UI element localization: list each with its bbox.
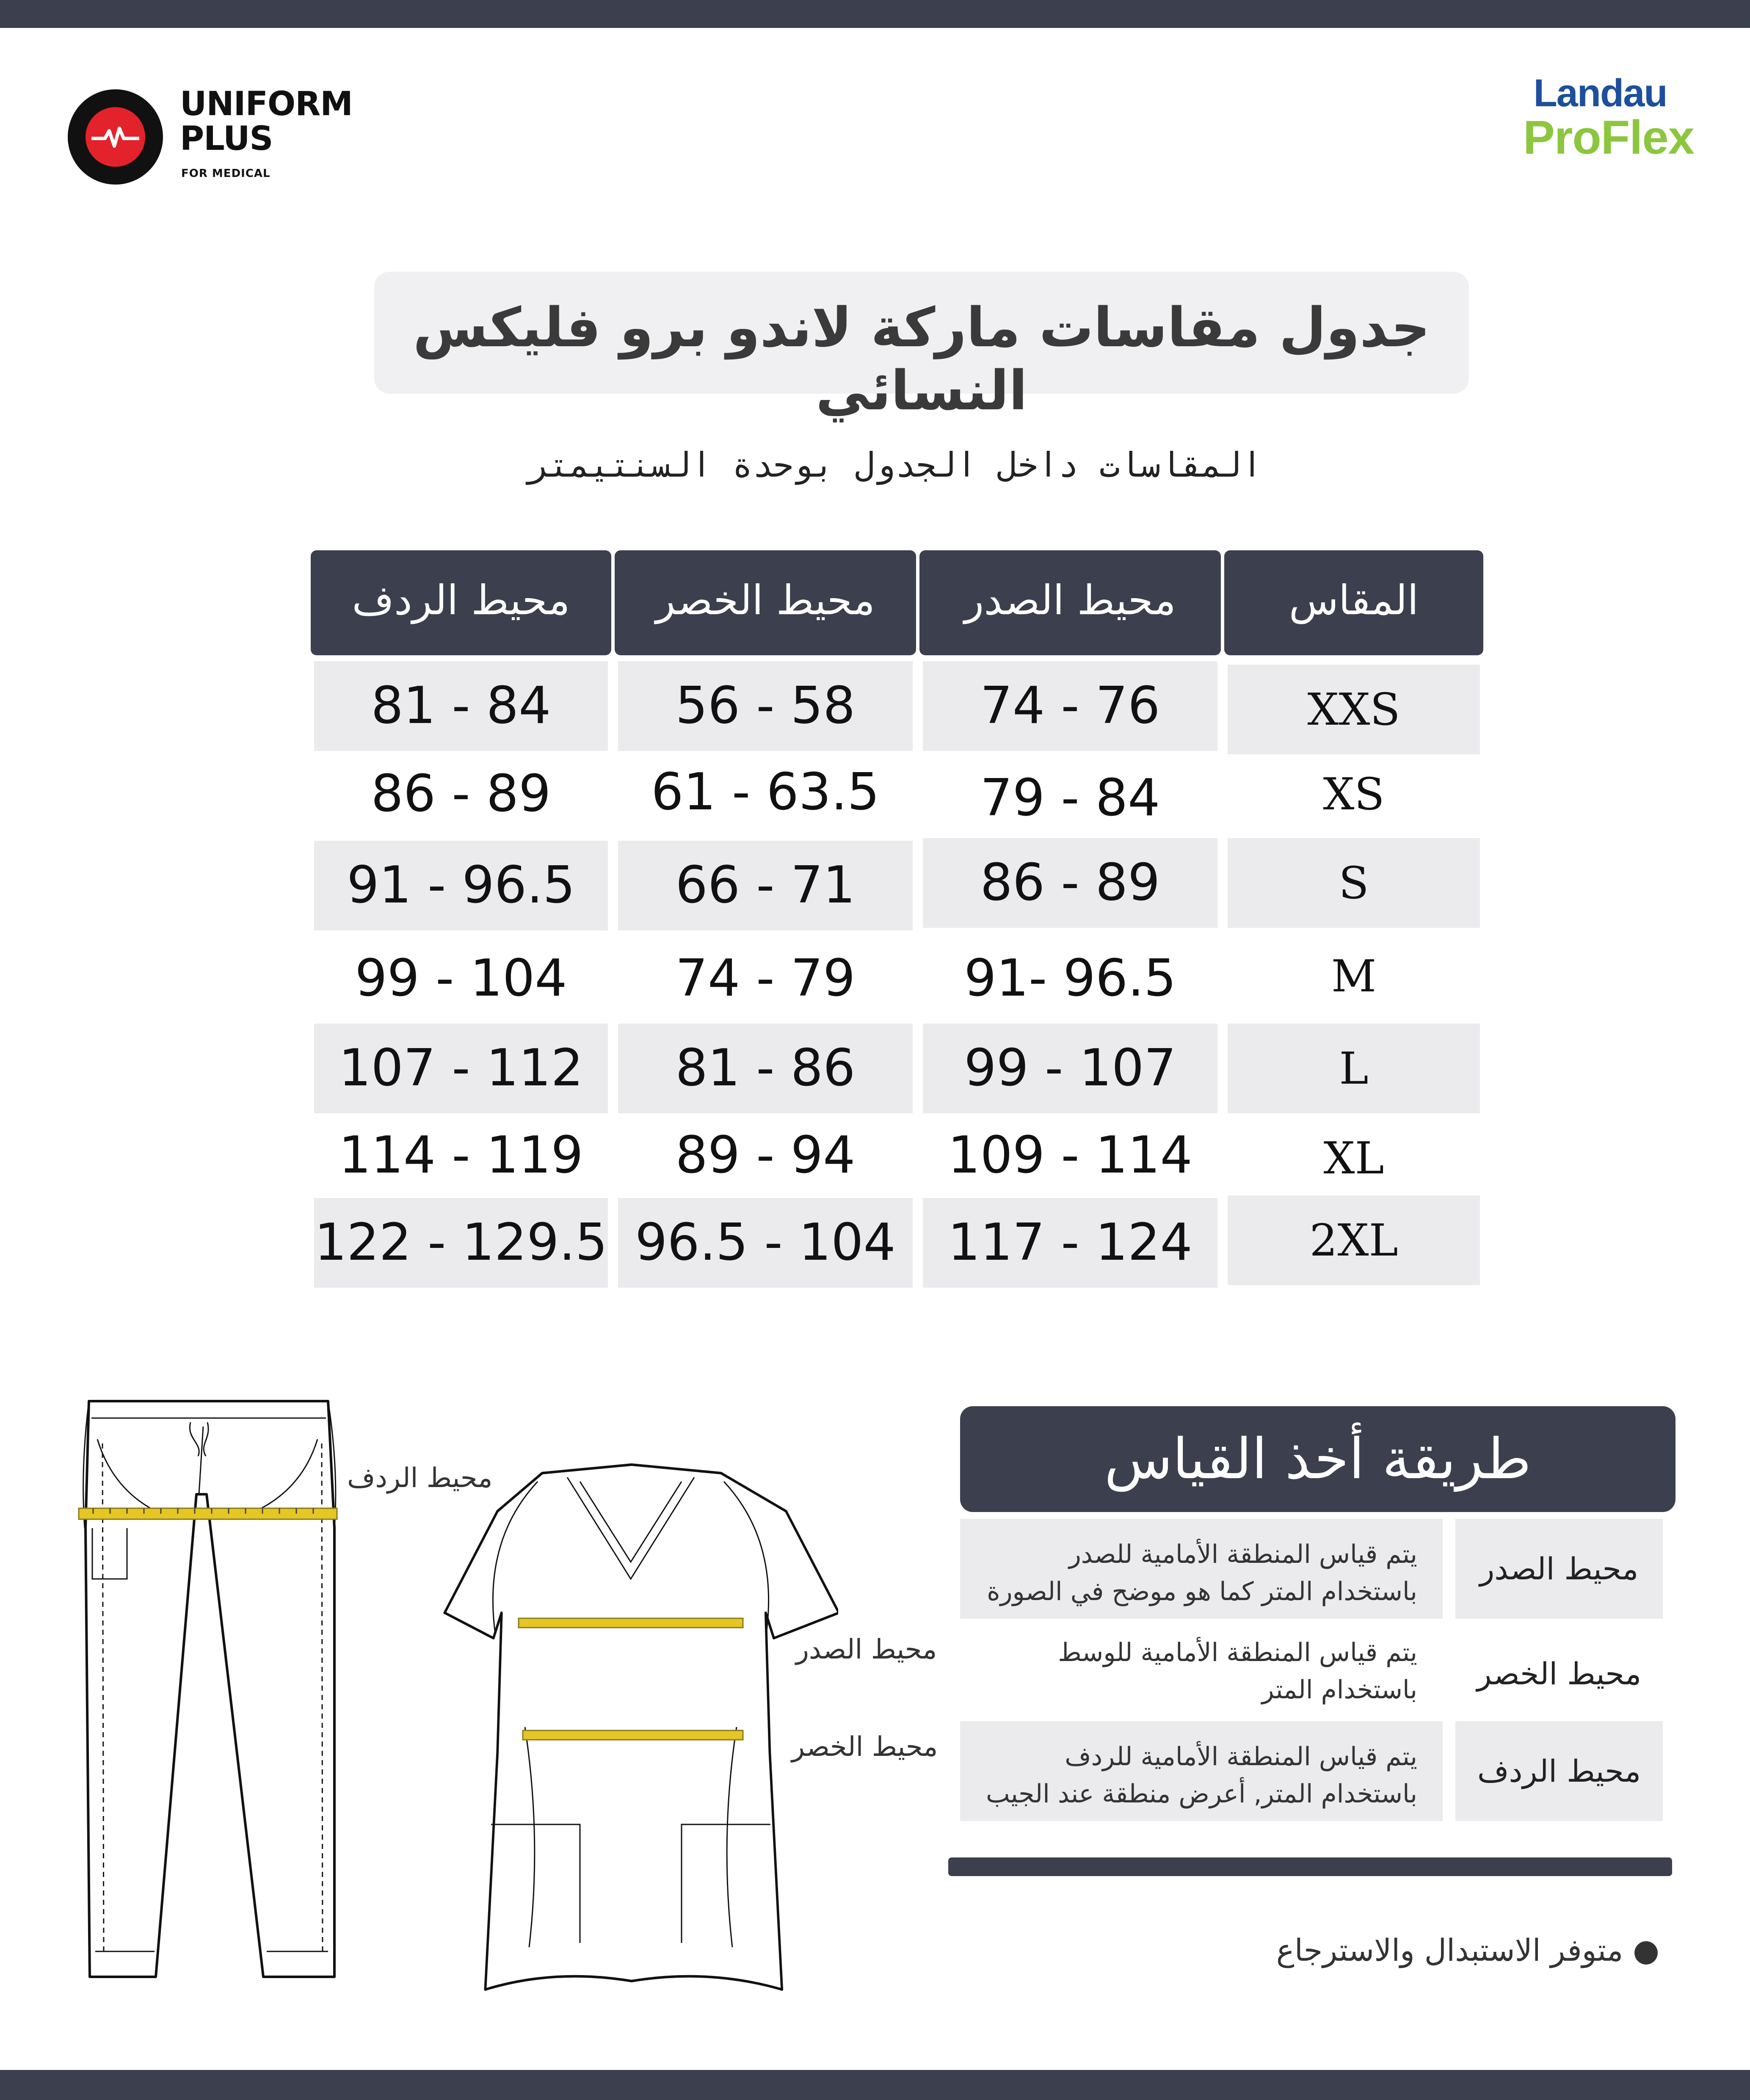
cell-hip: 114 - 119 — [339, 1126, 583, 1185]
unit-subtitle: المقاسات داخل الجدول بوحدة السنتيمتر — [528, 445, 1262, 485]
method-desc-waist — [960, 1617, 1443, 1717]
cell-waist: 61 - 63.5 — [651, 763, 880, 822]
logo-tagline: FOR MEDICAL — [181, 167, 271, 180]
method-title: طريقة أخذ القياس — [960, 1406, 1675, 1512]
cell-hip: 99 - 104 — [355, 949, 567, 1008]
cell-hip: 86 - 89 — [371, 764, 551, 823]
bottom-band — [0, 2070, 1750, 2100]
cell-hip: 107 - 112 — [314, 1024, 608, 1113]
cell-size: M — [1331, 950, 1377, 1002]
method-desc-line: باستخدام المتر — [1261, 1675, 1417, 1705]
chest-label: محيط الصدر — [796, 1634, 937, 1665]
method-label-chest: محيط الصدر — [1455, 1519, 1663, 1619]
method-desc-line: يتم قياس المنطقة الأمامية للردف — [1065, 1742, 1417, 1772]
cell-chest: 91- 96.5 — [964, 949, 1176, 1008]
cell-size: XL — [1323, 1132, 1384, 1184]
header-waist: محيط الخصر — [615, 550, 916, 655]
title-box — [374, 272, 1469, 422]
uniform-plus-logo — [68, 87, 364, 188]
cell-waist: 81 - 86 — [618, 1024, 913, 1113]
cell-chest: 117 - 124 — [923, 1198, 1217, 1288]
hip-label: محيط الردف — [347, 1463, 493, 1494]
cell-chest: 109 - 114 — [948, 1126, 1192, 1185]
logo-line2: PLUS — [180, 120, 273, 158]
header-size: المقاس — [1224, 550, 1483, 655]
scrub-top-illustration — [440, 1456, 838, 2006]
method-desc-chest — [960, 1519, 1443, 1619]
return-note — [1253, 1932, 1659, 1968]
cell-waist: 74 - 79 — [675, 949, 856, 1008]
pants-illustration — [63, 1393, 343, 1994]
method-label-hip: محيط الردف — [1455, 1721, 1663, 1821]
cell-hip: 81 - 84 — [314, 661, 608, 751]
cell-size: XXS — [1228, 665, 1480, 754]
cell-size: XS — [1323, 768, 1385, 820]
header-chest: محيط الصدر — [919, 550, 1221, 655]
cell-size: L — [1228, 1024, 1480, 1113]
method-desc-hip — [960, 1721, 1443, 1821]
section-divider — [948, 1857, 1672, 1876]
cell-size: S — [1228, 838, 1480, 928]
cell-chest: 86 - 89 — [923, 838, 1217, 928]
cell-chest: 99 - 107 — [923, 1024, 1217, 1113]
bullet-icon: ● — [1623, 1932, 1659, 1968]
logo-line1: UNIFORM — [180, 85, 353, 123]
heart-ring-icon — [68, 89, 163, 185]
landau-proflex-logo — [1511, 72, 1706, 165]
method-desc-line: باستخدام المتر كما هو موضح في الصورة — [987, 1577, 1417, 1606]
header-hip: محيط الردف — [311, 550, 611, 655]
return-note-text: متوفر الاستبدال والاسترجاع — [1276, 1932, 1623, 1968]
method-desc-line: يتم قياس المنطقة الأمامية للصدر — [1068, 1540, 1417, 1569]
cell-waist: 89 - 94 — [675, 1126, 856, 1185]
cell-waist: 96.5 - 104 — [618, 1198, 913, 1288]
cell-waist: 66 - 71 — [618, 841, 913, 930]
landau-wordmark: Landau — [1533, 72, 1667, 115]
waist-label: محيط الخصر — [792, 1731, 938, 1763]
cell-waist: 56 - 58 — [618, 661, 913, 751]
top-band — [0, 0, 1750, 28]
method-desc-line: يتم قياس المنطقة الأمامية للوسط — [1058, 1638, 1417, 1667]
cell-hip: 122 - 129.5 — [314, 1198, 608, 1288]
cell-chest: 74 - 76 — [923, 661, 1217, 751]
cell-chest: 79 - 84 — [980, 769, 1160, 828]
method-desc-line: باستخدام المتر, أعرض منطقة عند الجيب — [986, 1779, 1417, 1809]
page-title: جدول مقاسات ماركة لاندو برو فليكس النسائي — [413, 296, 1430, 422]
cell-hip: 91 - 96.5 — [314, 841, 608, 930]
method-label-waist: محيط الخصر — [1477, 1656, 1642, 1692]
proflex-wordmark: ProFlex — [1523, 111, 1694, 164]
cell-size: 2XL — [1228, 1195, 1480, 1285]
